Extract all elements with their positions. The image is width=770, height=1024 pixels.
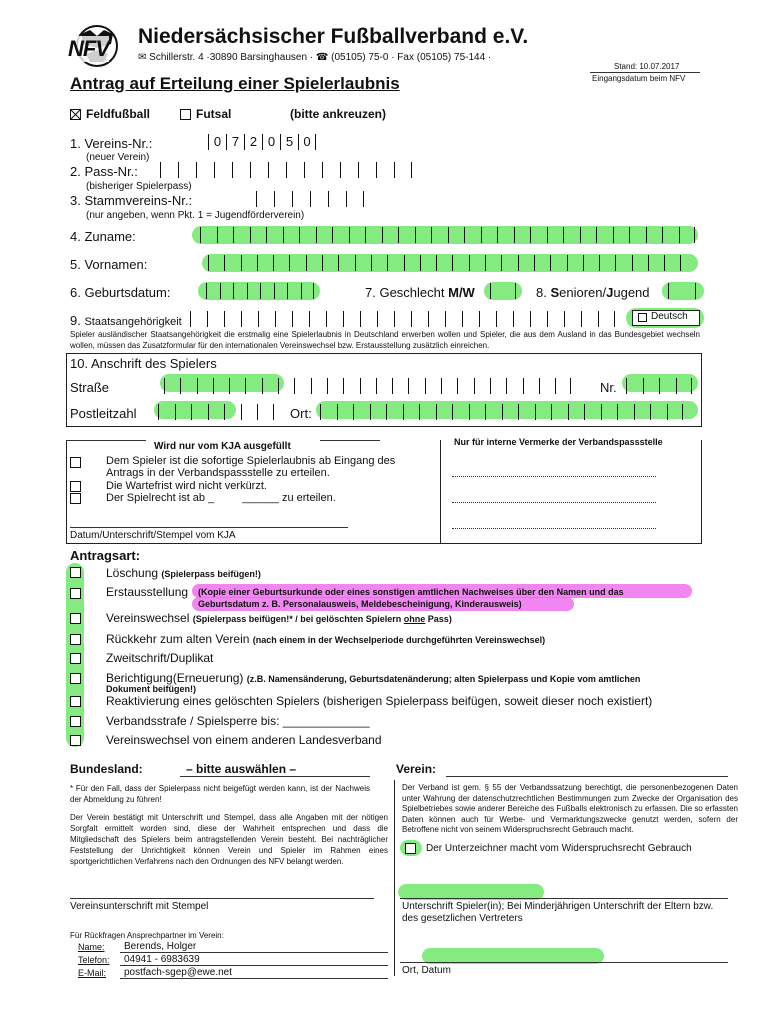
- spieler-unterschrift: Unterschrift Spieler(in); Bei Minderjährigen Unterschrift der Eltern bzw. des gesetzlichen Vertreters: [402, 901, 714, 924]
- spieler-signature-line: [400, 898, 728, 899]
- antrag-zweitschrift: Zweitschrift/Duplikat: [106, 651, 214, 665]
- nfv-logo: [66, 24, 128, 68]
- staat-note: Spieler ausländischer Staatsangehörigkeit die erstmalig eine Spielerlaubnis in Deutschland erwerben wollen und Spieler, die aus dem Ausland in das Bundesgebiet wechseln wollen, müssen das Zusatzformular für den internationalen Vereinswechsel bzw. Erstausstellung zusätzlich einreichen.: [70, 330, 700, 350]
- note-underlined: ohne: [403, 614, 426, 624]
- kja-item3: [106, 492, 336, 504]
- rueckfragen-label: Für Rückfragen Ansprechpartner im Verein:: [70, 931, 224, 940]
- bundesland-line: [180, 776, 370, 777]
- eingang-label: Eingangsdatum beim NFV: [592, 74, 686, 83]
- widerspruch-checkbox[interactable]: [405, 843, 416, 854]
- antrag-reaktivierung: Reaktivierung eines gelöschten Spielers (bisherigen Spielerpass beifügen, soweit dieser noch existiert): [106, 694, 653, 708]
- mail-value[interactable]: postfach-sgep@ewe.net: [124, 967, 232, 978]
- widerspruch-label: Der Unterzeichner macht vom Widerspruchsrecht Gebrauch: [426, 843, 692, 854]
- kja-title: Wird nur vom KJA ausgefüllt: [154, 441, 291, 452]
- kja-signature: Datum/Unterschrift/Stempel vom KJA: [70, 530, 236, 541]
- tel-line: [120, 965, 388, 966]
- digit: 5: [280, 134, 298, 150]
- eingang-line: [590, 72, 700, 73]
- vereins-nr-label: 1. Vereins-Nr.:: [70, 136, 153, 151]
- org-name: Niedersächsischer Fußballverband e.V.: [138, 25, 529, 48]
- tel-value[interactable]: 04941 - 6983639: [124, 954, 200, 965]
- logo-text: NFV: [68, 36, 109, 61]
- stand-date: Stand: 10.07.2017: [614, 62, 680, 71]
- bundesland-label: Bundesland:: [70, 762, 143, 776]
- antrag-landesverband: Vereinswechsel von einem anderen Landesverband: [106, 733, 382, 747]
- internal-line3: [452, 528, 656, 529]
- antrag-rueckkehr-checkbox[interactable]: [70, 634, 81, 645]
- antrag-vereinswechsel: [106, 611, 452, 625]
- stammverein-hint: (nur angeben, wenn Pkt. 1 = Jugendförderverein): [86, 210, 305, 221]
- kja-signature-line: [70, 527, 348, 528]
- form-title: Antrag auf Erteilung einer Spielerlaubnis: [70, 74, 400, 93]
- antrag-landesverband-checkbox[interactable]: [70, 735, 81, 746]
- antrag-vereinswechsel-checkbox[interactable]: [70, 613, 81, 624]
- antrag-verbandsstrafe-checkbox[interactable]: [70, 716, 81, 727]
- vereins-nr-hint: (neuer Verein): [86, 152, 150, 163]
- pass-nr-label: 2. Pass-Nr.:: [70, 164, 138, 179]
- kja-item1-checkbox[interactable]: [70, 457, 81, 468]
- senioren-mid: enioren/: [559, 285, 607, 300]
- ort-label: Ort:: [290, 406, 312, 421]
- plz-cells[interactable]: [158, 404, 274, 420]
- antrag-label: Berichtigung(Erneuerung): [106, 671, 244, 685]
- pass-nr-hint: (bisheriger Spielerpass): [86, 181, 192, 192]
- strasse-label: Straße: [70, 380, 110, 395]
- deutsch-label: Deutsch: [651, 311, 688, 322]
- mail-label: E-Mail:: [78, 968, 107, 978]
- kja-item1: Dem Spieler ist die sofortige Spielerlaubnis ab Eingang des Antrags in der Verbandspassstelle zu erteilen.: [106, 455, 396, 479]
- kja-internal: Nur für interne Vermerke der Verbandspassstelle: [454, 437, 663, 447]
- internal-line1: [452, 476, 656, 477]
- name-value[interactable]: Berends, Holger: [124, 941, 197, 952]
- nr-label: Nr.: [600, 380, 617, 395]
- org-address: [138, 52, 491, 63]
- senioren-label: [536, 285, 650, 300]
- vornamen-cells[interactable]: [208, 255, 681, 271]
- antrag-note: (Spielerpass beifügen!): [161, 569, 261, 579]
- strasse-cells[interactable]: [164, 378, 571, 394]
- staat-num: 9.: [70, 313, 85, 328]
- vereinsunterschrift: Vereinsunterschrift mit Stempel: [70, 901, 209, 912]
- antrag-verbandsstrafe: Verbandsstrafe / Spielsperre bis: _____________: [106, 714, 370, 728]
- staat-cells[interactable]: [190, 311, 615, 327]
- mail-line: [120, 978, 388, 979]
- antrag-note: (nach einem in der Wechselperiode durchgeführten Vereinswechsel): [252, 635, 546, 645]
- ort-datum-line: [400, 962, 728, 963]
- kja-item3-checkbox[interactable]: [70, 493, 81, 504]
- antrag-label: Vereinswechsel: [106, 611, 190, 625]
- bottom-divider: [394, 780, 395, 976]
- plz-label: Postleitzahl: [70, 406, 137, 421]
- senioren-s: S: [550, 285, 560, 300]
- feldfussball-label: Feldfußball: [86, 107, 150, 121]
- nr-cells[interactable]: [626, 378, 692, 394]
- stammverein-label: 3. Stammvereins-Nr.:: [70, 193, 193, 208]
- antrag-erstausstellung-label: Erstausstellung: [106, 585, 189, 599]
- kja-top-line-left: [66, 440, 146, 441]
- note-end: Pass): [425, 614, 452, 624]
- digit: 0: [298, 134, 316, 150]
- zuname-cells[interactable]: [200, 227, 695, 243]
- antrag-loeschung-checkbox[interactable]: [70, 567, 81, 578]
- kja-item2-checkbox[interactable]: [70, 481, 81, 492]
- zuname-label: 4. Zuname:: [70, 229, 136, 244]
- senioren-cell[interactable]: [668, 283, 696, 299]
- antrag-reaktivierung-checkbox[interactable]: [70, 696, 81, 707]
- verein-label: Verein:: [396, 762, 437, 776]
- geburtsdatum-label: 6. Geburtsdatum:: [70, 285, 171, 300]
- confirm-text: Der Verein bestätigt mit Unterschrift und Stempel, dass alle Angaben mit der nötigen Sorgfalt ermittelt worden sind, diese der Wahrheit entsprechen und dass die Mitgliedschaft des Spielers beim antragstellenden Verein besteht. Bei nachträglicher Feststellung der Unrichtigkeit können Verein und Spieler im Rahmen eines sportgerichtlichen Verfahrens nach den Ordnungen des NFV belangt werden.: [70, 813, 388, 866]
- geschlecht-cell[interactable]: [490, 283, 516, 299]
- antrag-erstausstellung-note: (Kopie einer Geburtsurkunde oder eines sonstigen amtlichen Nachweises über den Namen und das: [198, 587, 624, 597]
- check-x-icon: [71, 110, 80, 119]
- antrag-berichtigung-checkbox[interactable]: [70, 673, 81, 684]
- address-title: 10. Anschrift des Spielers: [70, 356, 217, 371]
- kja-item3-pre: Der Spielrecht ist ab _: [106, 492, 215, 504]
- senioren-num: 8.: [536, 285, 551, 300]
- envelope-icon: ✉: [138, 52, 147, 63]
- antrag-berichtigung: [106, 671, 640, 685]
- stammverein-cells[interactable]: [256, 191, 364, 207]
- staat-text: Staatsangehörigkeit: [84, 316, 182, 328]
- ankreuzen-hint: (bitte ankreuzen): [290, 107, 387, 121]
- antrag-zweitschrift-checkbox[interactable]: [70, 653, 81, 664]
- futsal-label: Futsal: [196, 107, 232, 121]
- kja-item3-mid: ______ zu erteilen.: [242, 492, 336, 504]
- senioren-post: ugend: [613, 285, 650, 300]
- digit: 0: [262, 134, 280, 150]
- geschlecht-text: 7. Geschlecht: [365, 285, 449, 300]
- name-label: Name:: [78, 942, 105, 952]
- digit: 2: [244, 134, 262, 150]
- deutsch-checkbox[interactable]: [638, 313, 647, 322]
- antrag-erstausstellung-checkbox[interactable]: [70, 588, 81, 599]
- org-address-text: Schillerstr. 4 ·30890 Barsinghausen · ☎ (05105) 75-0 · Fax (05105) 75-144 ·: [149, 52, 492, 63]
- ort-datum: Ort, Datum: [402, 965, 451, 976]
- ort-cells[interactable]: [320, 404, 683, 420]
- vereins-nr-cells[interactable]: [208, 134, 316, 150]
- feldfussball-checkbox[interactable]: [70, 109, 81, 120]
- antrag-label: Löschung: [106, 566, 159, 580]
- antragsart-title: Antragsart:: [70, 548, 141, 563]
- pass-nr-cells[interactable]: [160, 162, 412, 178]
- antrag-note: (z.B. Namensänderung, Geburtsdatenänderung; alten Spielerpass und Kopie vom amtlichen: [246, 674, 641, 684]
- antrag-note: [193, 614, 452, 624]
- antrag-berichtigung-note2: Dokument beifügen!): [106, 684, 196, 694]
- verein-line: [446, 776, 728, 777]
- antrag-rueckkehr: [106, 632, 545, 646]
- ort-text: Ort: [290, 406, 309, 421]
- senioren-j: J: [606, 285, 614, 300]
- name-line: [120, 952, 388, 953]
- bundesland-select[interactable]: – bitte auswählen –: [186, 762, 297, 776]
- footnote: * Für den Fall, dass der Spielerpass nicht beigefügt werden kann, ist der Nachweis der Abmeldung zu führen!: [70, 784, 370, 804]
- antrag-loeschung: [106, 566, 261, 580]
- geburtsdatum-cells[interactable]: [206, 283, 314, 299]
- geschlecht-label: [365, 285, 475, 300]
- digit: 7: [226, 134, 244, 150]
- futsal-checkbox[interactable]: [180, 109, 191, 120]
- kja-top-line-right: [320, 440, 380, 441]
- digit: 0: [208, 134, 226, 150]
- kja-item2: Die Wartefrist wird nicht verkürzt.: [106, 480, 267, 492]
- tel-label: Telefon:: [78, 955, 110, 965]
- staat-label: [70, 313, 182, 328]
- internal-line2: [452, 502, 656, 503]
- vornamen-label: 5. Vornamen:: [70, 257, 148, 272]
- vereinsunterschrift-line: [70, 898, 374, 899]
- antrag-label: Rückkehr zum alten Verein: [106, 632, 250, 646]
- note-pre: (Spielerpass beifügen!* / bei gelöschten Spielern: [192, 614, 404, 624]
- kja-divider: [440, 440, 441, 544]
- antrag-erstausstellung-note2: Geburtsdatum z. B. Personalausweis, Meldebescheinigung, Kinderausweis): [198, 599, 522, 609]
- privacy-text: Der Verband ist gem. § 55 der Verbandssatzung berechtigt, die personenbezogenen Daten unter Wahrung der datenschutzrechtlichen Bestimmungen zum Zwecke der Organisation des Spielbetriebes sowie anderer Bereiche des Fußballs elektronisch zu erfassen. Die so erfassten Daten können auch für Werbe- und Vermarktungszwecke genutzt werden, sofern der Betroffene nicht von seinem Widerspruchsrecht Gebrauch macht.: [402, 783, 738, 834]
- geschlecht-mw: M/W: [448, 285, 475, 300]
